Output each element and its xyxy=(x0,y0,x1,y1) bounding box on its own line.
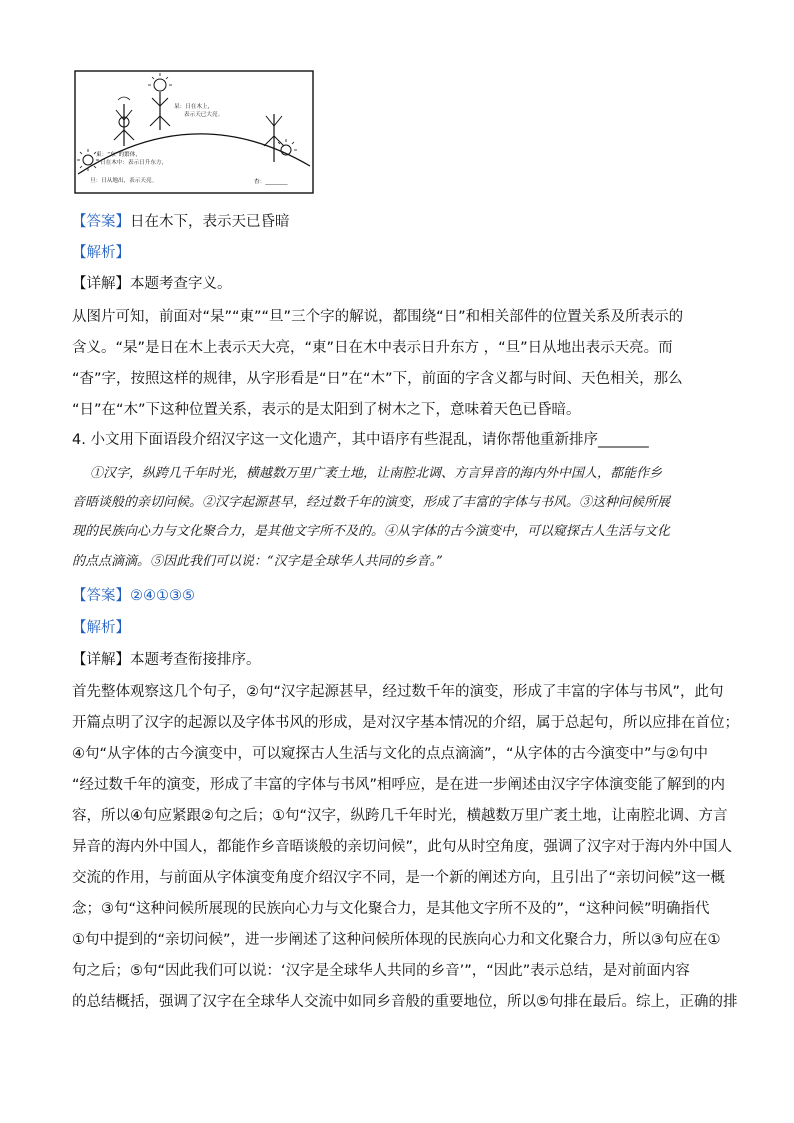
q4-answer xyxy=(72,586,195,606)
q4-line: 容，所以④句应紧跟②句之后；①句“汉字，纵跨几千年时光，横越数万里广袤土地，让南腔北调、方言 xyxy=(72,808,728,824)
q4-line: 交流的作用，与前面从字体演变角度介绍汉字不同，是一个新的阐述方向，且引出了“亲切问候”这一概 xyxy=(72,870,726,886)
q4-passage-line: ①汉字，纵跨几千年时光，横越数万里广袤土地，让南腔北调、方言异音的海内外中国人，都能作乡 xyxy=(90,466,663,481)
q4-line: 异音的海内外中国人，都能作乡音晤谈般的亲切问候”，此句从时空角度，强调了汉字对于海内外中国人 xyxy=(72,839,733,855)
answer-tag: 【答案】 xyxy=(72,214,130,230)
label-dan: 旦：日从地出，表示天亮。 xyxy=(90,178,158,184)
label-dong2: 日在木中：表示日升东方， xyxy=(100,160,168,166)
label-dong: 東：“东”的繁体， xyxy=(96,152,141,158)
label-gao: 杲：日在木上， xyxy=(174,104,214,110)
q3-line: “日”在“木”下这种位置关系，表示的是太阳到了树木之下，意味着天色已昏暗。 xyxy=(72,402,581,418)
q4-line: ④句“从字体的古今演变中，可以窥探古人生活与文化的点点滴滴”，“从字体的古今演变中”与②句中 xyxy=(72,746,709,762)
q3-line: “杳”字，按照这样的规律，从字形看是“日”在“木”下，前面的字含义都与时间、天色相关，那么 xyxy=(72,371,683,387)
q4-passage-line: 音晤谈般的亲切问候。②汉字起源甚早，经过数千年的演变，形成了丰富的字体与书风。③这种问候所展 xyxy=(72,495,671,510)
q4-passage-line: 现的民族向心力与文化聚合力，是其他文字所不及的。④从字体的古今演变中，可以窥探古人生活与文化 xyxy=(72,524,671,539)
q4-analysis-tag: 【解析】 xyxy=(72,620,130,636)
q3-detail xyxy=(72,274,232,294)
q4-line: 念；③句“这种问候所展现的民族向心力与文化聚合力，是其他文字所不及的”，“这种问候”明确指代 xyxy=(72,901,710,917)
q4-line: ①句中提到的“亲切问候”，进一步阐述了这种问候所体现的民族向心力和文化聚合力，所以③句应在① xyxy=(72,932,721,948)
q3-answer xyxy=(72,212,290,232)
detail-text: 本题考查衔接排序。 xyxy=(130,652,261,668)
detail-tag: 【详解】 xyxy=(72,276,130,292)
q4-line: 句之后；⑤句“因此我们可以说：‘汉字是全球华人共同的乡音’”，“因此”表示总结，是对前面内容 xyxy=(72,963,690,979)
q4-detail xyxy=(72,650,261,670)
label-gao2: 表示天已大亮。 xyxy=(184,112,224,118)
detail-tag: 【详解】 xyxy=(72,652,130,668)
answer-text: 日在木下，表示天已昏暗 xyxy=(130,214,290,230)
label-yao: 杳：________ xyxy=(254,179,288,185)
detail-text: 本题考查字义。 xyxy=(130,276,232,292)
answer-tag: 【答案】 xyxy=(72,588,130,604)
hanzi-illustration xyxy=(74,70,314,194)
q3-line: 含义。“杲”是日在木上表示天大亮，“東”日在木中表示日升东方 ，“旦”日从地出表示天亮。而 xyxy=(72,340,673,356)
q4-line: 开篇点明了汉字的起源以及字体书风的形成，是对汉字基本情况的介绍，属于总起句，所以应排在首位； xyxy=(72,715,739,731)
answer-text: ②④①③⑤ xyxy=(130,588,195,604)
q4-line: 首先整体观察这几个句子，②句“汉字起源甚早，经过数千年的演变，形成了丰富的字体与书风”，此句 xyxy=(72,684,724,700)
q3-analysis-tag: 【解析】 xyxy=(72,245,130,261)
q3-line: 从图片可知，前面对“杲”“東”“旦”三个字的解说，都围绕“日”和相关部件的位置关系及所表示的 xyxy=(72,309,684,325)
q4-line: “经过数千年的演变，形成了丰富的字体与书风”相呼应，是在进一步阐述由汉字字体演变能了解到的内 xyxy=(72,777,726,793)
q4-line: 的总结概括，强调了汉字在全球华人交流中如同乡音般的重要地位，所以⑤句排在最后。综上，正确的排 xyxy=(72,994,738,1010)
q4-question: 4. 小文用下面语段介绍汉字这一文化遗产，其中语序有些混乱，请你帮他重新排序_______ xyxy=(72,432,649,448)
hanzi-figure xyxy=(74,70,314,194)
q4-passage-line: 的点点滴滴。⑤因此我们可以说：“汉字是全球华人共同的乡音。” xyxy=(72,554,443,569)
